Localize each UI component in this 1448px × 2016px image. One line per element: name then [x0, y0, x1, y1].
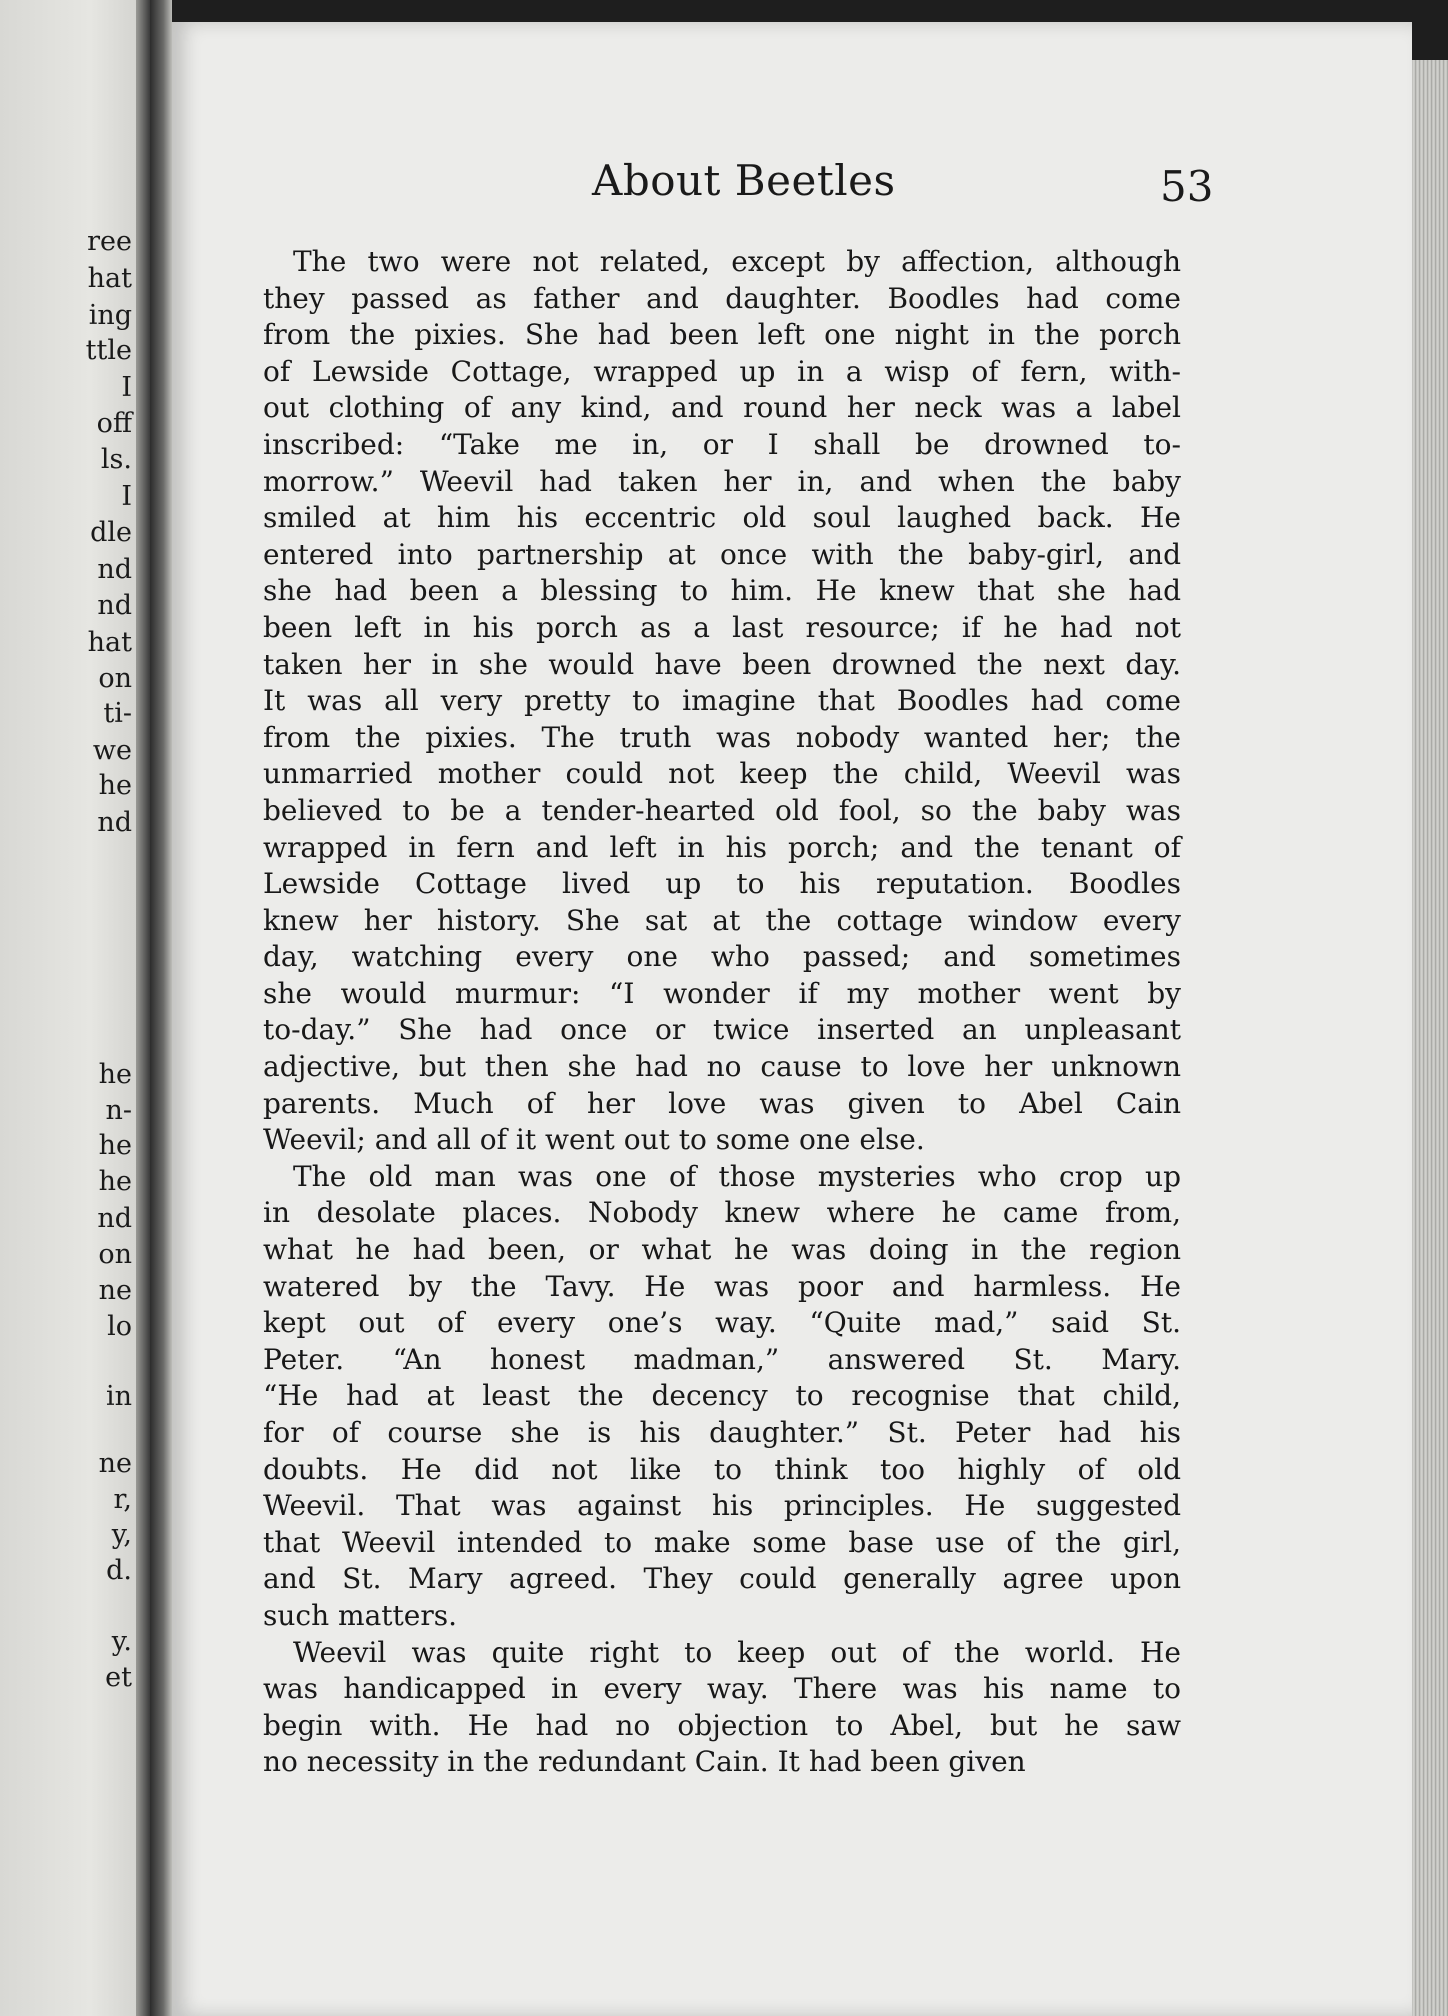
paragraph — [263, 1159, 1181, 1635]
text-line: Weevil; and all of it went out to some one else. — [263, 1123, 925, 1157]
text-line: knew her history. She sat at the cottage window every — [263, 903, 1181, 937]
left-page-fragment: on — [98, 663, 132, 694]
left-page-fragment: nd — [97, 590, 132, 621]
text-line: to-day.” She had once or twice inserted an unpleasant — [263, 1013, 1181, 1047]
text-line: from the pixies. The truth was nobody wanted her; the — [263, 720, 1181, 754]
left-page-fragment: ing — [88, 300, 132, 331]
left-page-fragment: hat — [87, 263, 132, 294]
left-page-fragment: ti- — [103, 698, 132, 729]
text-line: “He had at least the decency to recognise that child, — [263, 1379, 1181, 1413]
left-page-fragment: in — [105, 1381, 132, 1412]
running-head — [172, 142, 1412, 211]
text-line: kept out of every one’s way. “Quite mad,” said St. — [263, 1306, 1181, 1340]
text-line: she would murmur: “I wonder if my mother went by — [263, 976, 1181, 1010]
text-line: Lewside Cottage lived up to his reputation. Boodles — [263, 867, 1181, 901]
left-page-edge — [136, 0, 150, 2016]
text-line: out clothing of any kind, and round her neck was a label — [263, 391, 1181, 425]
left-page-fragment: he — [98, 1166, 132, 1197]
text-line: inscribed: “Take me in, or I shall be drowned to- — [263, 427, 1181, 461]
text-line: such matters. — [263, 1598, 457, 1632]
text-line: Weevil. That was against his principles. He suggested — [263, 1489, 1181, 1523]
text-line: day, watching every one who passed; and sometimes — [263, 940, 1181, 974]
text-line: for of course she is his daughter.” St. Peter had his — [263, 1416, 1181, 1449]
text-line: in desolate places. Nobody knew where he came from, — [263, 1196, 1181, 1230]
page-edges — [1412, 60, 1448, 2016]
right-page — [172, 22, 1412, 2016]
paragraph — [263, 244, 1181, 1159]
left-page-fragment: he — [98, 770, 132, 801]
text-line: The two were not related, except by affection, although — [293, 245, 1181, 278]
left-page-fragment: d. — [106, 1555, 132, 1586]
paragraph — [263, 1635, 1181, 1781]
text-line: taken her in she would have been drowned the next day. — [263, 647, 1181, 681]
text-line: wrapped in fern and left in his porch; and the tenant of — [263, 830, 1181, 864]
left-page-fragment: y, — [111, 1519, 132, 1550]
left-page-fragment: y. — [111, 1626, 132, 1657]
text-line: adjective, but then she had no cause to love her unknown — [263, 1050, 1181, 1084]
text-line: they passed as father and daughter. Boodles had come — [263, 281, 1181, 315]
left-page-fragment: on — [98, 1239, 132, 1270]
left-page-fragment: ttle — [85, 335, 132, 366]
left-facing-page — [0, 0, 150, 2016]
text-line: of Lewside Cottage, wrapped up in a wisp of fern, with- — [263, 354, 1181, 388]
left-page-fragment: ree — [87, 226, 132, 257]
text-line: been left in his porch as a last resource; if he had not — [263, 610, 1181, 644]
text-line: parents. Much of her love was given to Abel Cain — [263, 1086, 1181, 1120]
left-page-fragment: off — [96, 408, 132, 439]
text-line: doubts. He did not like to think too highly of old — [263, 1452, 1181, 1486]
text-line: It was all very pretty to imagine that Boodles had come — [263, 684, 1181, 718]
text-line: Weevil was quite right to keep out of the world. He — [293, 1635, 1181, 1669]
left-page-fragment: nd — [97, 554, 132, 585]
left-page-fragment: ne — [98, 1275, 132, 1306]
text-line: morrow.” Weevil had taken her in, and when the baby — [263, 464, 1181, 498]
left-page-fragment: nd — [97, 807, 132, 838]
left-page-fragment: nd — [97, 1203, 132, 1234]
left-page-fragment: ls. — [100, 444, 132, 475]
text-line: smiled at him his eccentric old soul laughed back. He — [263, 501, 1181, 535]
left-page-fragment: et — [105, 1662, 132, 1693]
text-line: Peter. “An honest madman,” answered St. Mary. — [263, 1342, 1181, 1376]
left-page-fragment: we — [92, 735, 132, 766]
left-page-fragment: he — [98, 1130, 132, 1161]
body-text — [263, 244, 1181, 1781]
left-page-fragment: I — [121, 372, 132, 403]
text-line: what he had been, or what he was doing in the region — [263, 1233, 1181, 1267]
text-line: begin with. He had no objection to Abel, but he saw — [263, 1708, 1181, 1742]
left-page-fragment: he — [98, 1059, 132, 1090]
left-page-fragment: n- — [105, 1095, 132, 1126]
book-gutter — [150, 0, 172, 2016]
text-line: believed to be a tender-hearted old fool, so the baby was — [263, 793, 1181, 827]
text-line: entered into partnership at once with the baby-girl, and — [263, 537, 1181, 571]
running-title: About Beetles — [592, 156, 896, 205]
left-page-fragment: ne — [98, 1448, 132, 1479]
left-page-fragment: r, — [113, 1484, 132, 1515]
text-line: watered by the Tavy. He was poor and harmless. He — [263, 1269, 1181, 1303]
left-page-fragment: lo — [107, 1311, 132, 1342]
left-page-fragment: dle — [90, 517, 132, 548]
text-line: The old man was one of those mysteries who crop up — [293, 1159, 1181, 1193]
text-line: no necessity in the redundant Cain. It had been given — [263, 1745, 1026, 1779]
text-line: and St. Mary agreed. They could generally agree upon — [263, 1562, 1181, 1596]
page-number: 53 — [1160, 162, 1214, 211]
text-line: was handicapped in every way. There was his name to — [263, 1672, 1181, 1706]
left-page-fragment: hat — [87, 627, 132, 658]
text-line: unmarried mother could not keep the child, Weevil was — [263, 757, 1181, 791]
text-line: from the pixies. She had been left one night in the porch — [263, 318, 1181, 352]
text-line: she had been a blessing to him. He knew that she had — [263, 574, 1181, 608]
text-line: that Weevil intended to make some base use of the girl, — [263, 1525, 1181, 1559]
left-page-fragment: I — [121, 481, 132, 512]
